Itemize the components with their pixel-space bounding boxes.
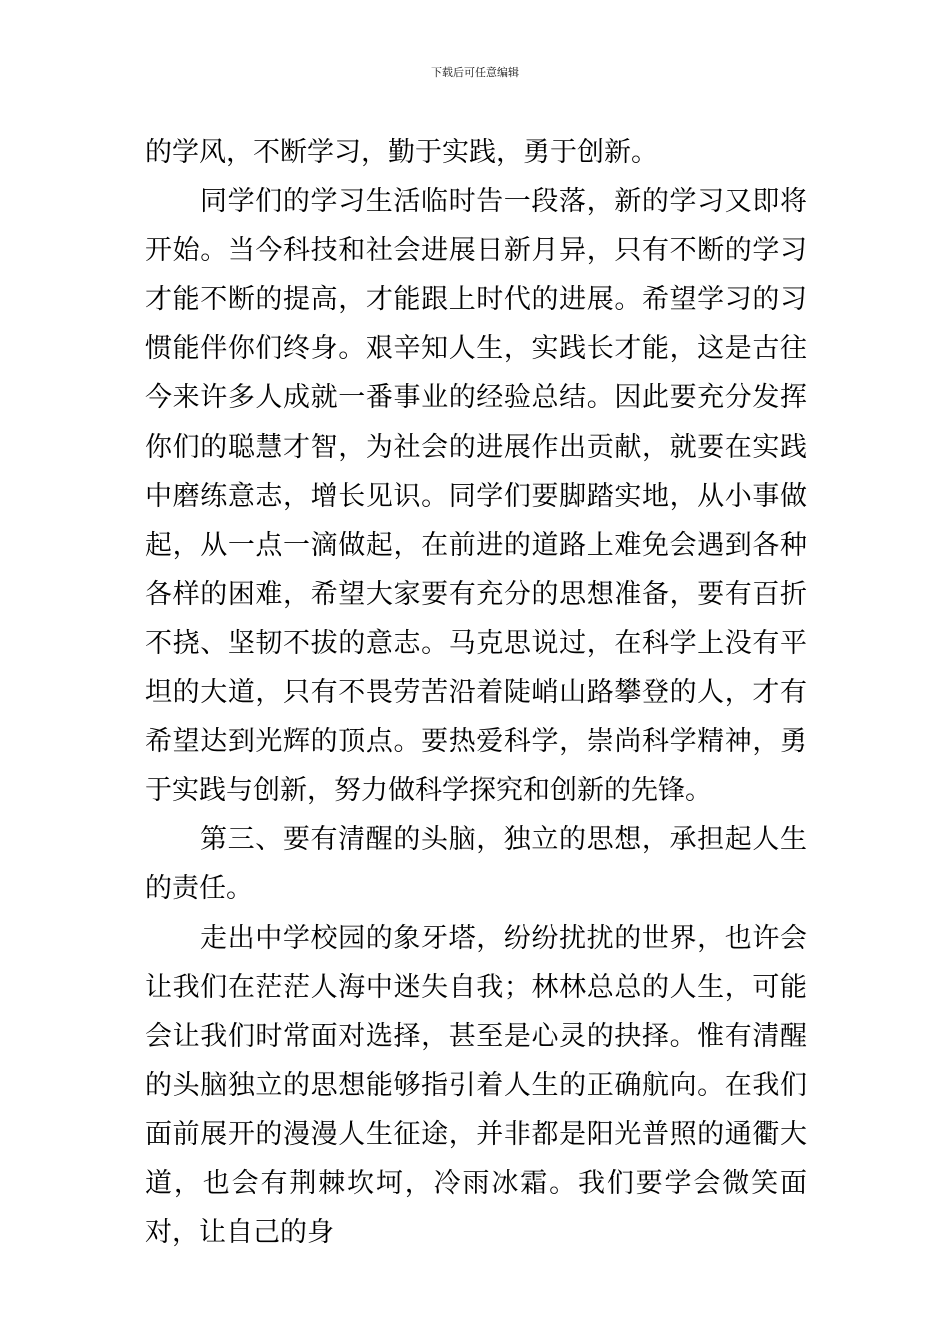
paragraph-learning: 同学们的学习生活临时告一段落，新的学习又即将开始。当今科技和社会进展日新月异，只有不断的学习才能不断的提高，才能跟上时代的进展。希望学习的习惯能伴你们终身。艰辛知人生，实践长才能，这是古往今来许多人成就一番事业的经验总结。因此要充分发挥你们的聪慧才智，为社会的进展作出贡献，就要在实践中磨练意志，增长见识。同学们要脚踏实地，从小事做起，从一点一滴做起，在前进的道路上难免会遇到各种各样的困难，希望大家要有充分的思想准备，要有百折不挠、坚韧不拔的意志。马克思说过，在科学上没有平坦的大道，只有不畏劳苦沿着陡峭山路攀登的人，才有希望达到光辉的顶点。要热爱科学，崇尚科学精神，勇于实践与创新，努力做科学探究和创新的先锋。 (145, 186, 807, 807)
document-body (145, 128, 807, 1257)
page-header-note: 下载后可任意编辑 (431, 66, 519, 79)
paragraph-clear-mind: 走出中学校园的象牙塔，纷纷扰扰的世界，也许会让我们在茫茫人海中迷失自我；林林总总的人生，可能会让我们时常面对选择，甚至是心灵的抉择。惟有清醒的头脑独立的思想能够指引着人生的正确航向。在我们面前展开的漫漫人生征途，并非都是阳光普照的通衢大道，也会有荆棘坎坷，冷雨冰霜。我们要学会微笑面对，让自己的身 (145, 922, 807, 1249)
paragraph-continuation: 的学风，不断学习，勤于实践，勇于创新。 (145, 137, 658, 168)
paragraph-point-three: 第三、要有清醒的头脑，独立的思想，承担起人生的责任。 (145, 824, 807, 905)
